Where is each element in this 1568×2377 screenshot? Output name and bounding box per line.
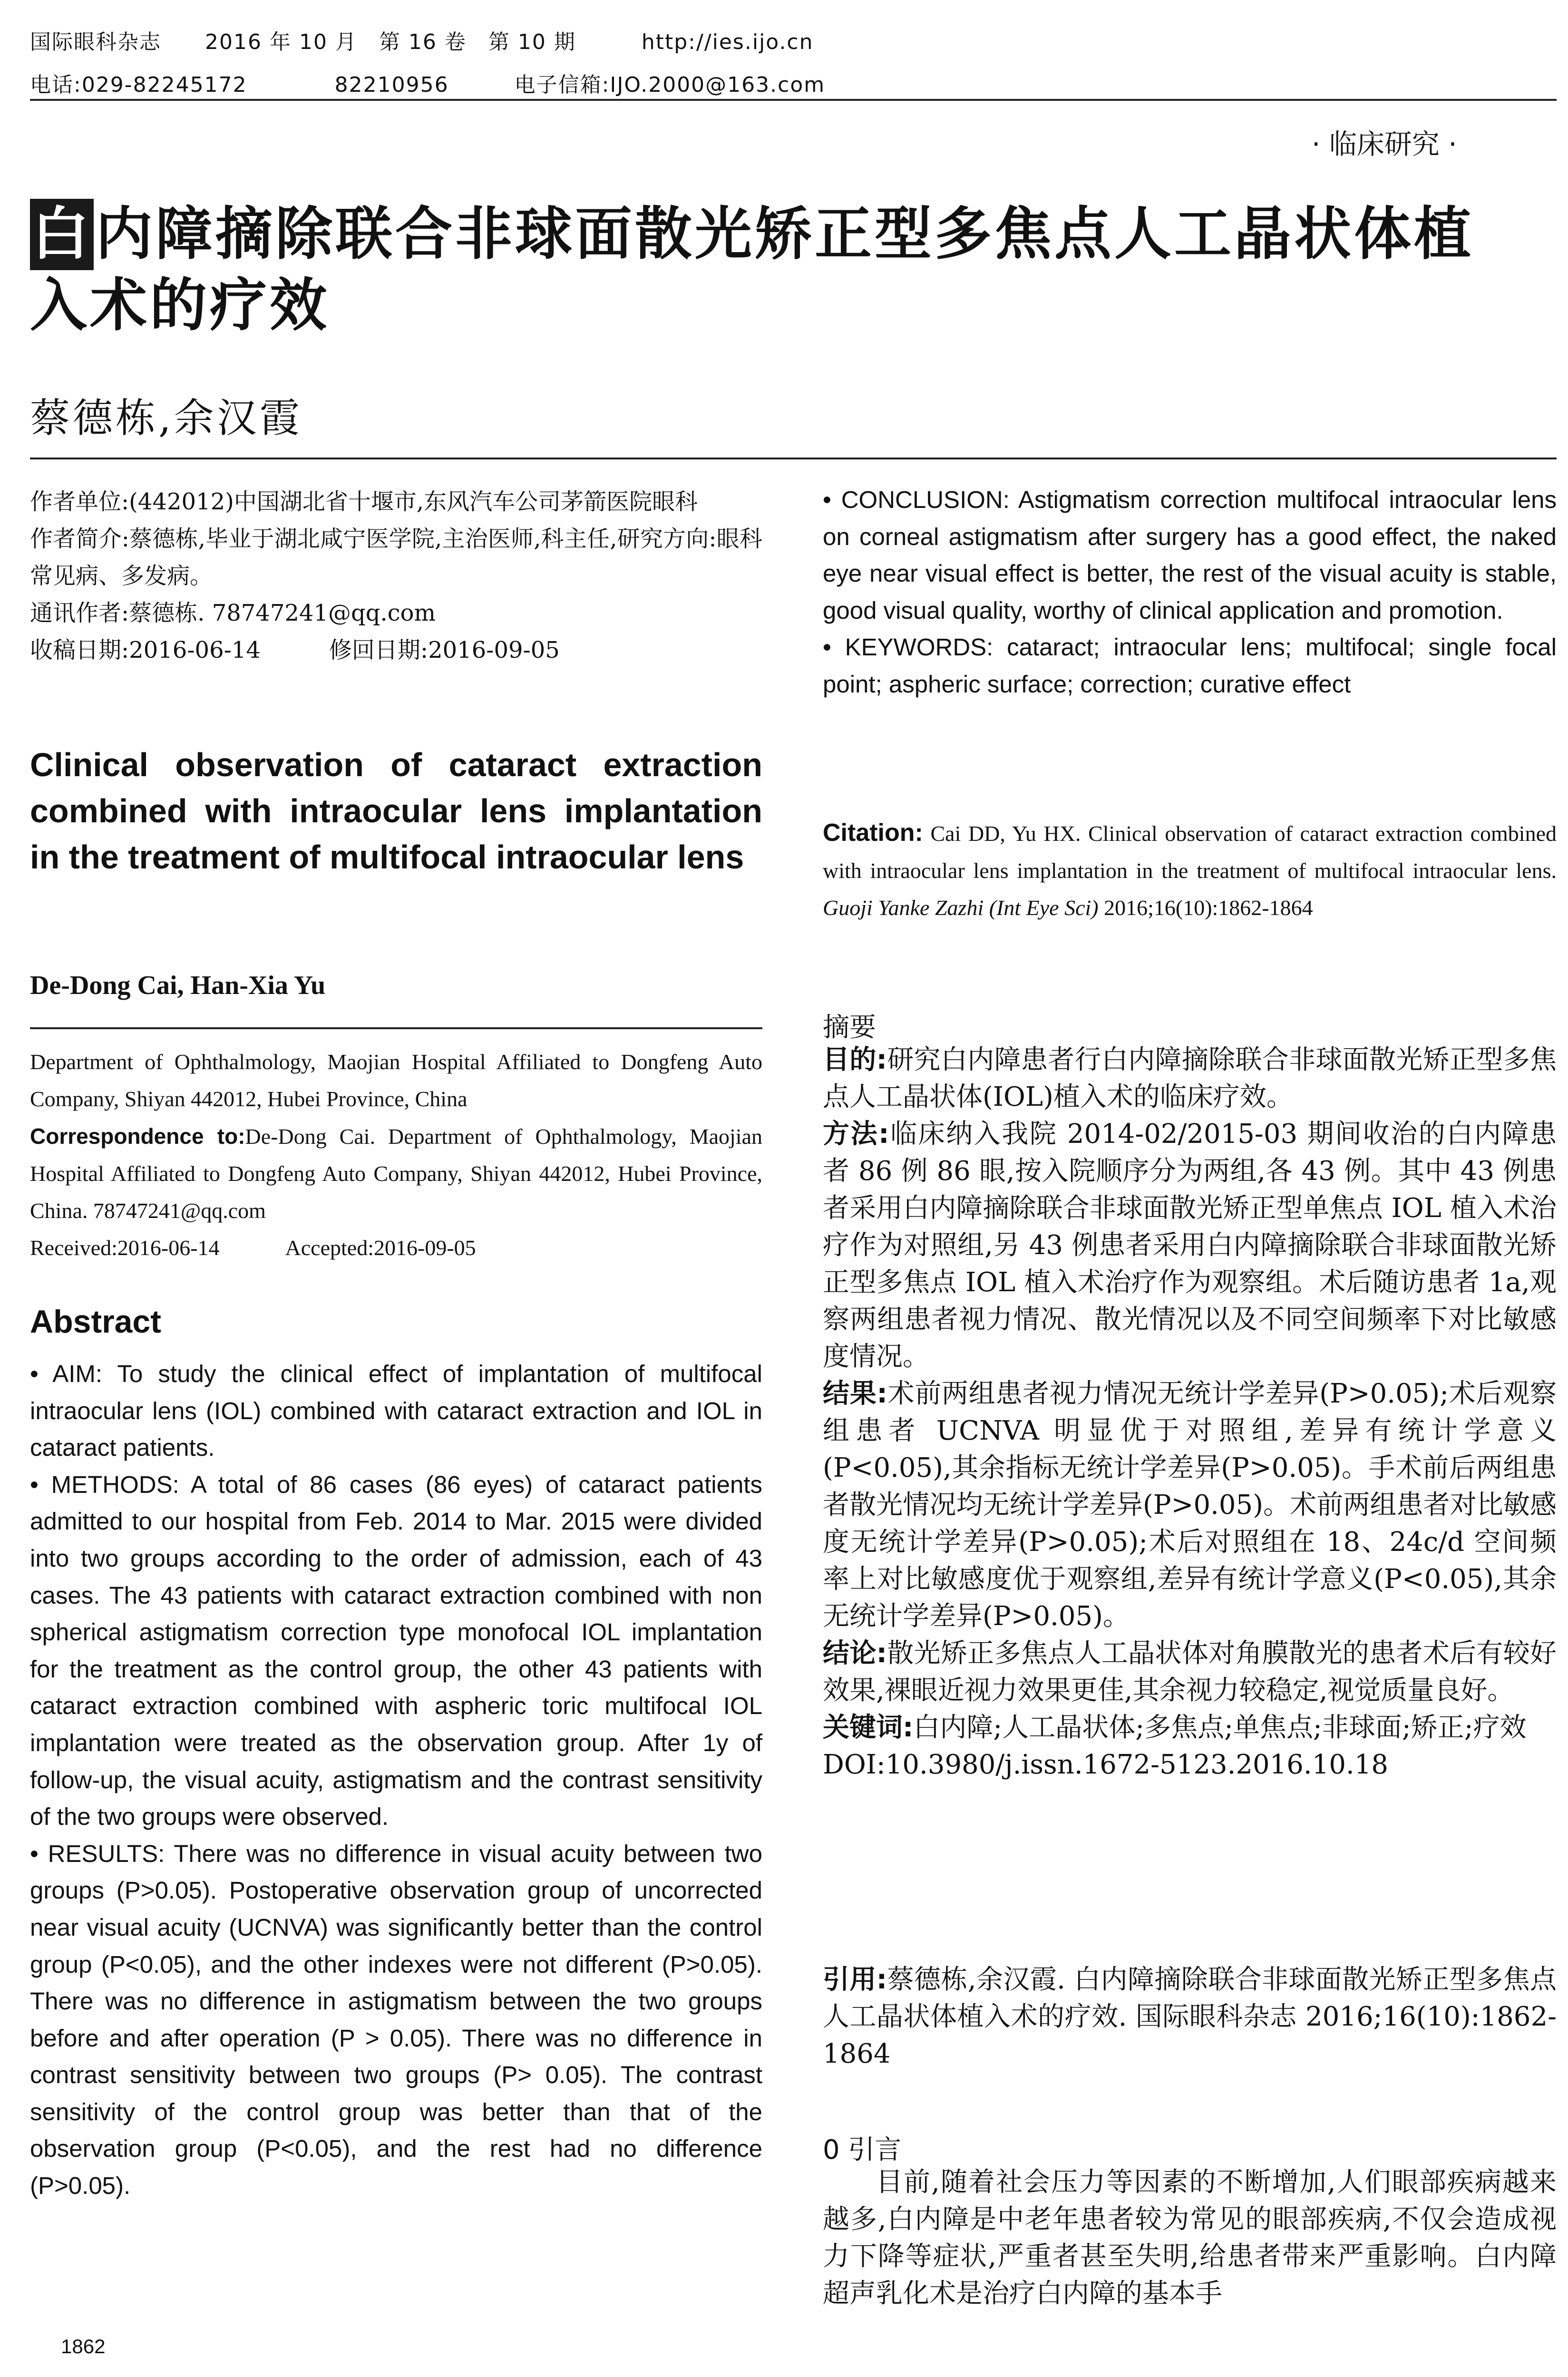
authors-chinese: 蔡德栋,余汉霞 bbox=[30, 395, 302, 441]
cn-abstract-results bbox=[823, 1375, 1557, 1635]
title-rule bbox=[30, 458, 1557, 459]
abstract-heading: Abstract bbox=[30, 1304, 161, 1340]
cn-aim-label: 目的: bbox=[823, 1044, 887, 1075]
citation-label: Citation: bbox=[823, 819, 923, 847]
abstract-keywords: • KEYWORDS: cataract; intraocular lens; multifocal; single focal point; aspheric surface; correction; curative effect bbox=[823, 633, 1557, 698]
citation-en bbox=[823, 814, 1557, 926]
cn-citation-label: 引用: bbox=[823, 1964, 887, 1995]
received-dates-en: Received:2016-06-14 Accepted:2016-09-05 bbox=[30, 1236, 476, 1260]
abstract-aim: • AIM: To study the clinical effect of implantation of multifocal intraocular lens (IOL) combined with cataract extraction and IOL in cataract patients. bbox=[30, 1360, 762, 1461]
cn-aim-text: 研究白内障患者行白内障摘除联合非球面散光矫正型多焦点人工晶状体(IOL)植入术的临床疗效。 bbox=[823, 1044, 1557, 1112]
authors-rule bbox=[30, 1027, 762, 1029]
cn-keywords-text: 白内障;人工晶状体;多焦点;单焦点;非球面;矫正;疗效 bbox=[913, 1712, 1527, 1743]
title-initial-char: 白 bbox=[30, 199, 94, 270]
citation-journal: Guoji Yanke Zazhi (Int Eye Sci) bbox=[823, 896, 1099, 920]
english-title: Clinical observation of cataract extraction combined with intraocular lens implantation in the treatment of multifocal intraocular lens bbox=[30, 746, 762, 876]
section-tag: · 临床研究 · bbox=[1312, 128, 1457, 160]
abstract-results: • RESULTS: There was no difference in visual acuity between two groups (P>0.05). Postoperative observation group of uncorrected near visual acuity (UCNVA) was significantly better than the control group (P<0.05), and the other indexes were not different (P>0.05). There was no difference in astigmatism between the two groups before and after operation (P > 0.05). There was no difference in contrast sensitivity between two groups (P> 0.05). The contrast sensitivity of the control group was better than that of the observation group (P<0.05), and the rest had no difference (P>0.05). bbox=[30, 1840, 762, 2200]
affiliation-en: Department of Ophthalmology, Maojian Hospital Affiliated to Dongfeng Auto Company, Shiyan 442012, Hubei Province, China bbox=[30, 1050, 762, 1111]
doi: DOI:10.3980/j.issn.1672-5123.2016.10.18 bbox=[823, 1749, 1389, 1780]
author-bio-cn: 作者简介:蔡德栋,毕业于湖北咸宁医学院,主治医师,科主任,研究方向:眼科常见病、多发病。 bbox=[30, 526, 762, 589]
abstract-body-right bbox=[823, 481, 1557, 703]
cn-citation bbox=[823, 1961, 1557, 2073]
cn-abstract-conclusion bbox=[823, 1635, 1557, 1709]
intro-heading: 0 引言 bbox=[823, 2134, 902, 2165]
cn-abstract-heading: 摘要 bbox=[823, 1012, 876, 1043]
affiliation-block bbox=[30, 1043, 762, 1266]
journal-header-line1: 国际眼科杂志 2016 年 10 月 第 16 卷 第 10 期 http://ies.ijo.cn bbox=[30, 30, 814, 54]
received-dates-cn: 收稿日期:2016-06-14 修回日期:2016-09-05 bbox=[30, 637, 560, 663]
intro-paragraph: 目前,随着社会压力等因素的不断增加,人们眼部疾病越来越多,白内障是中老年患者较为常见的眼部疾病,不仅会造成视力下降等症状,严重者甚至失明,给患者带来严重影响。白内障超声乳化术是治疗白内障的基本手 bbox=[823, 2167, 1557, 2309]
correspondence-text: De-Dong Cai. Department of Ophthalmology, Maojian Hospital Affiliated to Dongfeng Auto Company, Shiyan 442012, Hubei Province, China. 78747241@qq.com bbox=[30, 1124, 762, 1223]
cn-conclusion-label: 结论: bbox=[823, 1638, 887, 1669]
cn-methods-label: 方法: bbox=[823, 1119, 889, 1150]
cn-abstract-body bbox=[823, 1042, 1557, 1783]
cn-abstract-methods bbox=[823, 1116, 1557, 1375]
author-affiliation-cn: 作者单位:(442012)中国湖北省十堰市,东风汽车公司茅箭医院眼科 bbox=[30, 488, 698, 515]
cn-abstract-keywords bbox=[823, 1709, 1557, 1746]
cn-abstract-aim bbox=[823, 1042, 1557, 1116]
article-title bbox=[30, 199, 1568, 341]
cn-citation-text: 蔡德栋,余汉霞. 白内障摘除联合非球面散光矫正型多焦点人工晶状体植入术的疗效. 国际眼科杂志 2016;16(10):1862-1864 bbox=[823, 1964, 1557, 2069]
cn-methods-text: 临床纳入我院 2014-02/2015-03 期间收治的白内障患者 86 例 86 眼,按入院顺序分为两组,各 43 例。其中 43 例患者采用白内障摘除联合非球面散光矫正型单焦点 IOL 植入术治疗作为对照组,另 43 例患者采用白内障摘除联合非球面散光矫正型多焦点 IOL 植入术治疗作为观察组。术后随访患者 1a,观察两组患者视力情况、散光情况以及不同空间频率下对比敏感度情况。 bbox=[823, 1119, 1557, 1372]
citation-text: Cai DD, Yu HX. Clinical observation of cataract extraction combined with intraocular lens implantation in the treatment of multifocal intraocular lens. bbox=[823, 821, 1557, 883]
header-rule bbox=[30, 99, 1557, 101]
correspondence-en bbox=[30, 1118, 762, 1229]
corresponding-author-cn: 通讯作者:蔡德栋. 78747241@qq.com bbox=[30, 600, 436, 626]
cn-conclusion-text: 散光矫正多焦点人工晶状体对角膜散光的患者术后有较好效果,裸眼近视力效果更佳,其余视力较稳定,视觉质量良好。 bbox=[823, 1638, 1557, 1706]
abstract-methods: • METHODS: A total of 86 cases (86 eyes) of cataract patients admitted to our hospital from Feb. 2014 to Mar. 2015 were divided into two groups according to the order of admission, each of 43 cases. The 43 patients with cataract extraction combined with non spherical astigmatism correction type monofocal IOL implantation for the treatment as the control group, the other 43 patients with cataract extraction combined with aspheric toric multifocal IOL implantation were treated as the observation group. After 1y of follow-up, the visual acuity, astigmatism and the contrast sensitivity of the two groups were observed. bbox=[30, 1471, 762, 1831]
cn-results-text: 术前两组患者视力情况无统计学差异(P>0.05);术后观察组患者 UCNVA 明显优于对照组,差异有统计学意义(P<0.05),其余指标无统计学差异(P>0.05)。手术前后两组患者散光情况均无统计学差异(P>0.05)。术前两组患者对比敏感度无统计学差异(P>0.05);术后对照组在 18、24c/d 空间频率上对比敏感度优于观察组,差异有统计学意义(P<0.05),其余无统计学差异(P>0.05)。 bbox=[823, 1378, 1557, 1632]
left-column bbox=[30, 483, 762, 669]
cn-keywords-label: 关键词: bbox=[823, 1712, 914, 1743]
page-number: 1862 bbox=[61, 2335, 106, 2358]
cn-results-label: 结果: bbox=[823, 1378, 887, 1409]
author-metadata bbox=[30, 483, 762, 669]
abstract-body-left bbox=[30, 1355, 762, 2204]
abstract-conclusion: • CONCLUSION: Astigmatism correction multifocal intraocular lens on corneal astigmatism after surgery has a good effect, the naked eye near visual effect is better, the rest of the visual acuity is stable, good visual quality, worthy of clinical application and promotion. bbox=[823, 486, 1557, 624]
journal-header-line2: 电话:029-82245172 82210956 电子信箱:IJO.2000@163.com bbox=[30, 73, 826, 97]
english-authors: De-Dong Cai, Han-Xia Yu bbox=[30, 971, 326, 1000]
correspondence-label: Correspondence to: bbox=[30, 1124, 245, 1149]
citation-tail: 2016;16(10):1862-1864 bbox=[1104, 896, 1313, 920]
title-line2: 入术的疗效 bbox=[30, 273, 330, 339]
title-line1: 内障摘除联合非球面散光矫正型多焦点人工晶状体植 bbox=[96, 201, 1474, 267]
